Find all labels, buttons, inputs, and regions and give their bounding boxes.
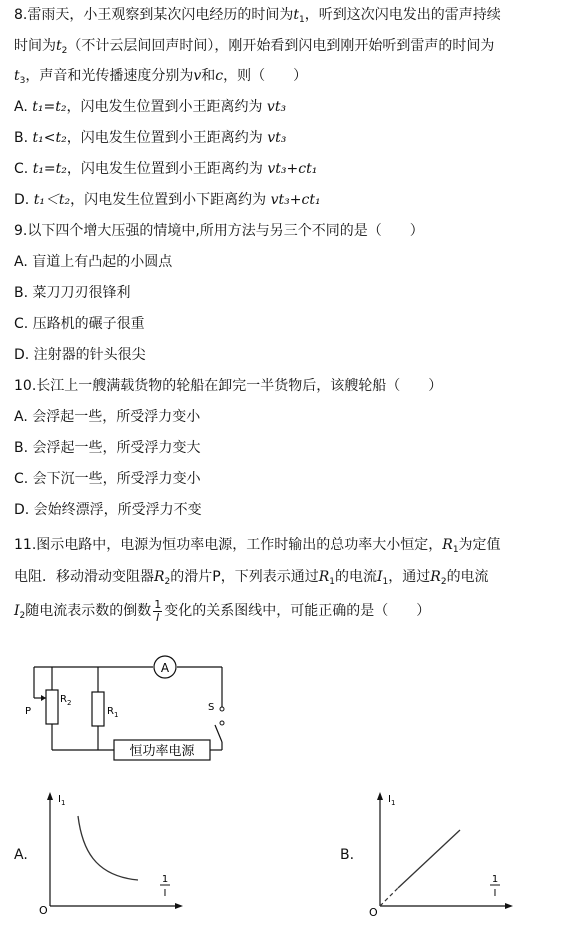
ammeter-label: A xyxy=(160,661,170,675)
graph-a xyxy=(38,788,188,916)
r1-label: $R_1$ xyxy=(107,706,119,719)
q10-option-b: B. 会浮起一些，所受浮力变大 xyxy=(14,440,201,456)
graph-b-origin: O xyxy=(369,906,378,919)
q11-line1: 11.图示电路中，电源为恒功率电源，工作时输出的总功率大小恒定，$R_1$为定值 xyxy=(14,537,501,555)
q8-option-b: B. t₁<t₂，闪电发生位置到小王距离约为 vt₃ xyxy=(14,130,287,146)
circuit-diagram xyxy=(14,652,234,768)
q11-line3: $I_2$随电流表示数的倒数 $\frac{1}{I}$ 变化的关系图线中，可能正确的是（ ） xyxy=(14,597,431,624)
q8-line3: $t_3$，声音和光传播速度分别为v和c，则（ ） xyxy=(14,68,308,86)
q9-option-a: A. 盲道上有凸起的小圆点 xyxy=(14,254,173,270)
q10-option-a: A. 会浮起一些，所受浮力变小 xyxy=(14,409,201,425)
slider-arrow xyxy=(41,695,46,701)
graph-a-origin: O xyxy=(39,904,48,916)
q8-option-c: C. t₁=t₂，闪电发生位置到小王距离约为 vt₃+ct₁ xyxy=(14,161,318,177)
r2-label: $R_2$ xyxy=(60,694,72,707)
switch-s-label: S xyxy=(208,702,215,713)
graph-b-x-arrow xyxy=(505,903,513,909)
graph-a-x-label-num: 1 xyxy=(161,874,169,885)
graph-b-y-arrow xyxy=(377,792,383,800)
slider-p-label: P xyxy=(25,706,32,717)
q10-option-d: D. 会始终漂浮，所受浮力不变 xyxy=(14,502,202,518)
q9-stem: 9.以下四个增大压强的情境中,所用方法与另三个不同的是（ ） xyxy=(14,223,424,239)
q9-option-d: D. 注射器的针头很尖 xyxy=(14,347,146,363)
graph-b-x-label-den: I xyxy=(493,888,497,899)
graph-b-line xyxy=(398,830,460,888)
graph-a-curve xyxy=(78,816,138,880)
graph-a-x-arrow xyxy=(175,903,183,909)
graph-a-y-label: $I_1$ xyxy=(58,794,66,807)
q9-option-b: B. 菜刀刀刃很锋利 xyxy=(14,285,131,301)
q8-line1: 8.雷雨天，小王观察到某次闪电经历的时间为$t_1$，听到这次闪电发出的雷声持续 xyxy=(14,7,501,25)
q8-line2: 时间为$t_2$（不计云层间回声时间），刚开始看到闪电到刚开始听到雷声的时间为 xyxy=(14,38,495,56)
q10-stem: 10.长江上一艘满载货物的轮船在卸完一半货物后，该艘轮船（ ） xyxy=(14,378,443,394)
graph-b-option-label: B. xyxy=(340,847,355,863)
q9-option-c: C. 压路机的碾子很重 xyxy=(14,316,145,332)
resistor-r1 xyxy=(92,692,104,726)
reciprocal-fraction: $\frac{1}{I}$ xyxy=(154,597,162,624)
rheostat-r2 xyxy=(46,690,58,724)
graph-b xyxy=(368,788,518,920)
q8-option-a: A. t₁=t₂，闪电发生位置到小王距离约为 vt₃ xyxy=(14,99,287,115)
power-source-label: 恒功率电源 xyxy=(129,744,195,759)
graph-b-y-label: $I_1$ xyxy=(388,794,396,807)
q8-option-d: D. t₁＜t₂，闪电发生位置到小下距离约为 vt₃+ct₁ xyxy=(14,192,321,208)
graph-b-x-label-num: 1 xyxy=(491,874,499,885)
graph-a-option-label: A. xyxy=(14,847,28,863)
q10-option-c: C. 会下沉一些，所受浮力变小 xyxy=(14,471,201,487)
graph-a-x-label-den: I xyxy=(163,888,167,899)
switch-contact-bottom xyxy=(220,721,224,725)
q11-line2: 电阻．移动滑动变阻器$R_2$的滑片P，下列表示通过$R_1$的电流$I_1$，通过$R_2$的电流 xyxy=(14,569,489,587)
graph-b-line-dashed xyxy=(380,888,398,906)
switch-contact-top xyxy=(220,707,224,711)
graph-a-y-arrow xyxy=(47,792,53,800)
